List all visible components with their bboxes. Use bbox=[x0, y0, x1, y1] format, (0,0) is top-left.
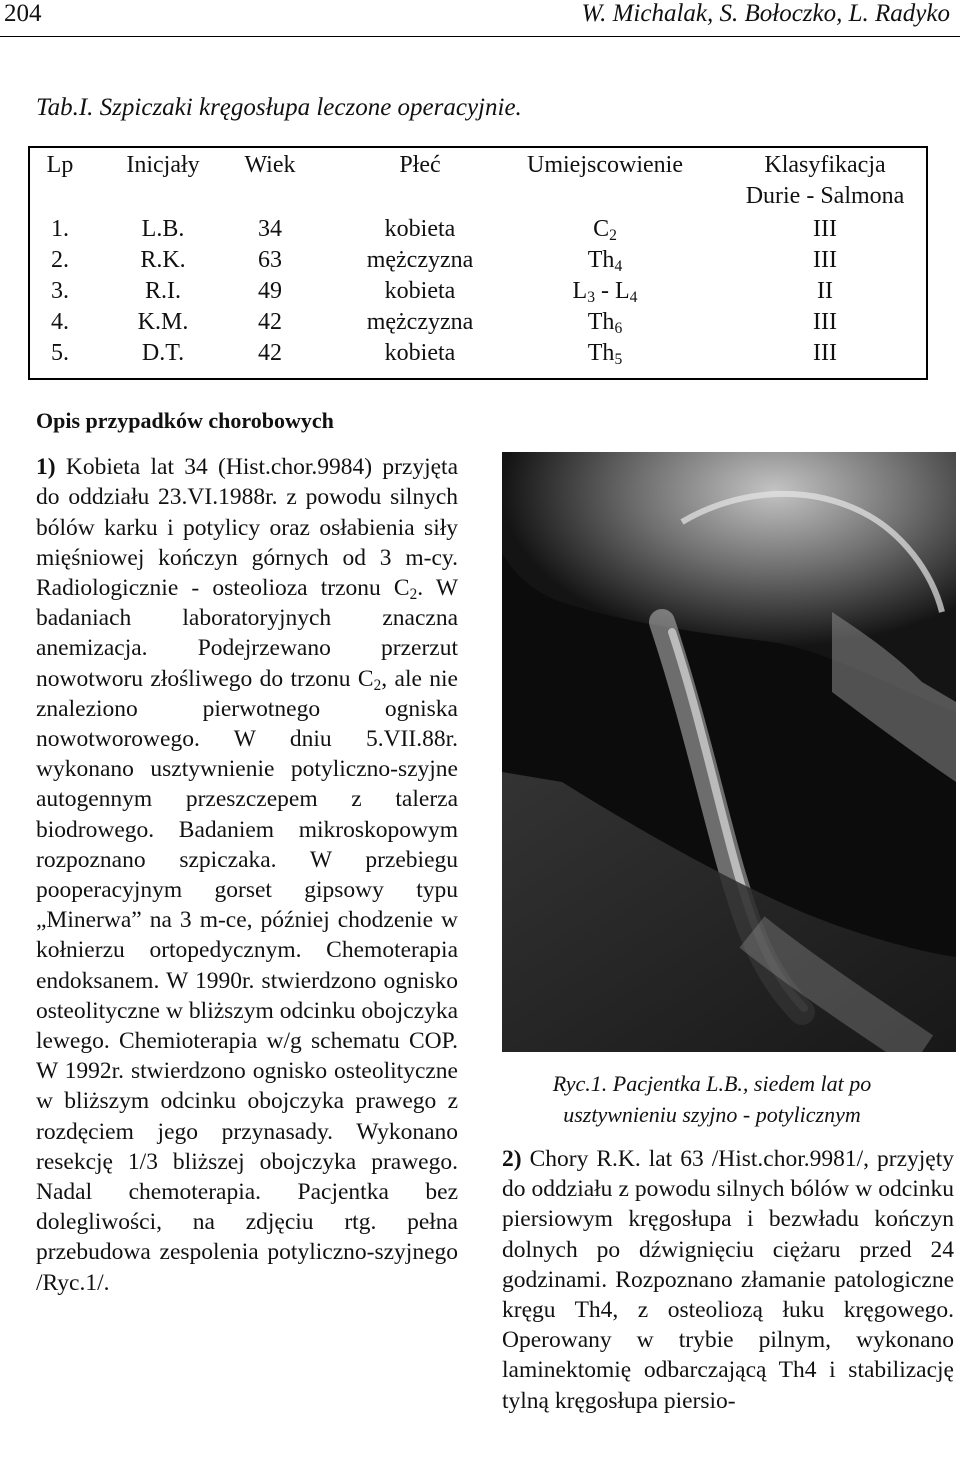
figure-caption bbox=[502, 1068, 922, 1130]
header-initials: Inicjały bbox=[126, 152, 200, 178]
page-header bbox=[0, 0, 960, 40]
row-lp: 4. bbox=[51, 309, 69, 335]
row-location: $C_2$ bbox=[593, 216, 617, 244]
header-classification-line1: Klasyfikacja bbox=[764, 152, 886, 178]
row-classification: II bbox=[817, 278, 833, 304]
row-classification: III bbox=[813, 216, 837, 242]
row-age: 49 bbox=[258, 278, 282, 304]
row-sex: mężczyzna bbox=[366, 247, 474, 273]
row-initials: D.T. bbox=[141, 340, 185, 366]
section-title: Opis przypadków chorobowych bbox=[36, 408, 334, 433]
row-lp: 3. bbox=[51, 278, 69, 304]
row-lp: 2. bbox=[51, 247, 69, 273]
row-age: 34 bbox=[258, 216, 282, 242]
row-initials: R.K. bbox=[140, 247, 186, 273]
cases-table bbox=[28, 146, 928, 380]
header-rule bbox=[0, 36, 960, 37]
header-location: Umiejscowienie bbox=[527, 152, 683, 178]
row-age: 42 bbox=[258, 340, 282, 366]
row-age: 63 bbox=[258, 247, 282, 273]
page-number: 204 bbox=[4, 0, 42, 27]
case-1-paragraph: 1) Kobieta lat 34 (Hist.chor.9984) przyjęta do oddziału 23.VI.1988r. z powodu silnych bólów karku i potylicy oraz osłabienia siły mięśniowej kończyn górnych od 3 m-cy. Radiologicznie - osteolioza trzonu $C_2$. W badaniach laboratoryjnych znaczna anemizacja. Podejrzewano przerzut nowotworu złośliwego do trzonu $C_2$, ale nie znaleziono pierwotnego ogniska nowotworowego. W dniu 5.VII.88r. wykonano usztywnienie potyliczno-szyjne autogennym przeszczepem z talerza biodrowego. Badaniem mikroskopowym rozpoznano szpiczaka. W przebiegu pooperacyjnym gorset gipsowy typu „Minerwa” na 3 m-ce, później chodzenie w kołnierzu ortopedycznym. Chemoterapia endoksanem. W 1990r. stwierdzono ognisko osteolityczne w bliższym odcinku obojczyka lewego. Chemioterapia w/g schematu COP. W 1992r. stwierdzono ognisko osteolityczne w bliższym odcinku obojczyka prawego z rozdęciem jego przynasady. Wykonano resekcję 1/3 bliższej obojczyka prawego. Nadal chemoterapia. Pacjentka bez dolegliwości, na zdjęciu rtg. pełna przebudowa zespolenia potyliczno-szyjnego /Ryc.1/. bbox=[36, 454, 458, 1296]
row-sex: kobieta bbox=[384, 216, 456, 242]
row-lp: 5. bbox=[51, 340, 69, 366]
running-head-authors: W. Michalak, S. Bołoczko, L. Radyko bbox=[581, 0, 950, 27]
case-2-column bbox=[502, 1144, 954, 1416]
header-lp: Lp bbox=[46, 152, 74, 178]
header-sex: Płeć bbox=[399, 152, 441, 178]
row-lp: 1. bbox=[51, 216, 69, 242]
row-sex: kobieta bbox=[384, 340, 456, 366]
case-1-number: 1) bbox=[36, 454, 56, 481]
table-caption: Tab.I. Szpiczaki kręgosłupa leczone operacyjnie. bbox=[36, 94, 522, 121]
row-classification: III bbox=[813, 340, 837, 366]
header-age: Wiek bbox=[244, 152, 296, 178]
row-initials: L.B. bbox=[141, 216, 185, 242]
figure-caption-line2: usztywnieniu szyjno - potylicznym bbox=[563, 1102, 861, 1127]
case-2-number: 2) bbox=[502, 1146, 522, 1172]
row-classification: III bbox=[813, 309, 837, 335]
row-location: $Th_4$ bbox=[587, 247, 623, 275]
figure-caption-line1: Ryc.1. Pacjentka L.B., siedem lat po bbox=[552, 1071, 872, 1096]
xray-image bbox=[502, 452, 956, 1052]
row-sex: kobieta bbox=[384, 278, 456, 304]
row-sex: mężczyzna bbox=[366, 309, 474, 335]
case-2-paragraph: 2) Chory R.K. lat 63 /Hist.chor.9981/, przyjęty do oddziału z powodu silnych bólów w odcinku piersiowym kręgosłupa i bezwładu kończyn dolnych po dźwignięciu ciężaru przed 24 godzinami. Rozpoznano złamanie patologiczne kręgu Th4, z osteoliozą łuku kręgowego. Operowany w trybie pilnym, wykonano laminektomię odbarczającą Th4 i stabilizację tylną kręgosłupa piersio- bbox=[502, 1146, 954, 1414]
row-location: $Th_6$ bbox=[587, 309, 623, 337]
row-location: $L_3 - L_4$ bbox=[572, 278, 638, 306]
row-initials: K.M. bbox=[137, 309, 189, 335]
header-classification-line2: Durie - Salmona bbox=[745, 183, 905, 209]
xray-radiograph-illustration bbox=[502, 452, 956, 1052]
row-classification: III bbox=[813, 247, 837, 273]
row-location: $Th_5$ bbox=[587, 340, 623, 368]
row-initials: R.I. bbox=[145, 278, 181, 304]
case-descriptions-column bbox=[36, 406, 458, 1298]
row-age: 42 bbox=[258, 309, 282, 335]
